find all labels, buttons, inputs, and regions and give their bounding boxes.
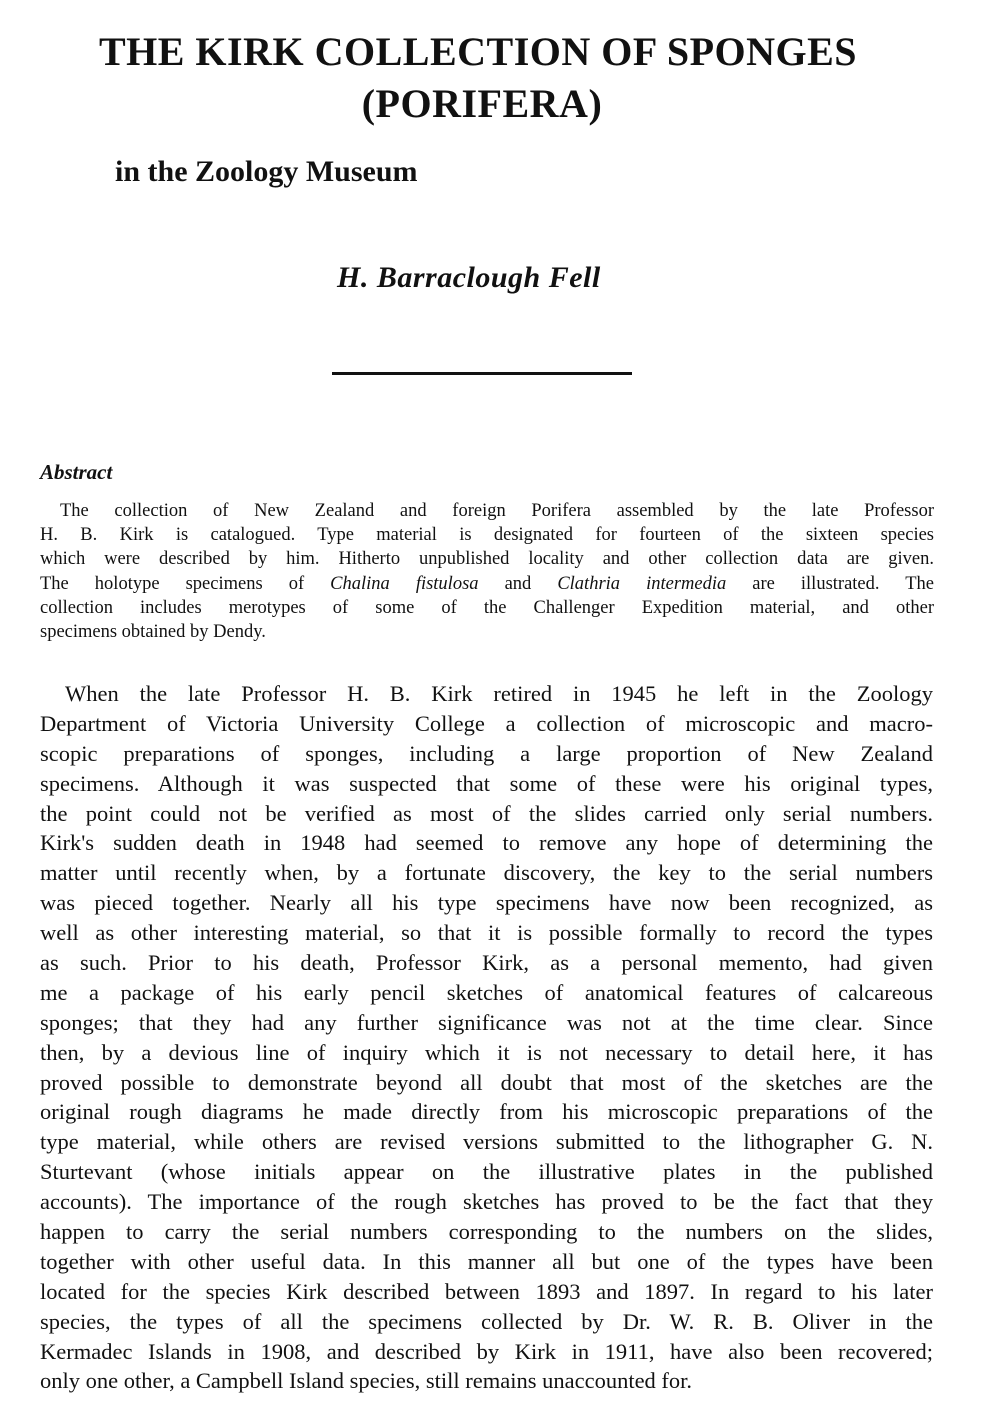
body-line: When the late Professor H. B. Kirk retired in 1945 he left in the Zoology bbox=[65, 681, 933, 706]
abstract-line: which were described by him. Hitherto unpublished locality and other collection data are given. bbox=[40, 549, 934, 570]
body-line: Department of Victoria University College a collection of microscopic and macro- bbox=[40, 710, 933, 736]
article-title-line-2: (PORIFERA) bbox=[361, 81, 603, 126]
body-line: only one other, a Campbell Island species, still remains unaccounted for. bbox=[40, 1368, 693, 1394]
body-paragraph bbox=[40, 679, 933, 1396]
body-line: proved possible to demonstrate beyond all doubt that most of the sketches are the bbox=[40, 1069, 933, 1095]
abstract-heading: Abstract bbox=[40, 460, 113, 484]
body-line: located for the species Kirk described between 1893 and 1897. In regard to his later bbox=[40, 1278, 933, 1304]
body-line: Kirk's sudden death in 1948 had seemed to remove any hope of determining the bbox=[40, 830, 933, 856]
body-line: species, the types of all the specimens collected by Dr. W. R. B. Oliver in the bbox=[40, 1308, 933, 1334]
body-line: me a package of his early pencil sketches of anatomical features of calcareous bbox=[40, 979, 933, 1005]
body-line: scopic preparations of sponges, including a large proportion of New Zealand bbox=[40, 740, 933, 766]
abstract-text bbox=[40, 499, 934, 644]
body-line: matter until recently when, by a fortunate discovery, the key to the serial numbers bbox=[40, 860, 933, 886]
abstract-line: H. B. Kirk is catalogued. Type material is designated for fourteen of the sixteen species bbox=[40, 525, 934, 546]
body-line: happen to carry the serial numbers corresponding to the numbers on the slides, bbox=[40, 1219, 933, 1245]
body-line: original rough diagrams he made directly from his microscopic preparations of the bbox=[40, 1099, 933, 1125]
body-line: was pieced together. Nearly all his type specimens have now been recognized, as bbox=[40, 890, 933, 916]
body-line: well as other interesting material, so that it is possible formally to record the types bbox=[40, 920, 933, 946]
body-line: Sturtevant (whose initials appear on the illustrative plates in the published bbox=[40, 1159, 933, 1185]
body-line: then, by a devious line of inquiry which it is not necessary to detail here, it has bbox=[40, 1039, 933, 1065]
body-line: the point could not be verified as most of the slides carried only serial numbers. bbox=[40, 800, 933, 826]
body-line: type material, while others are revised versions submitted to the lithographer G. N. bbox=[40, 1129, 933, 1155]
author-name: H. Barraclough Fell bbox=[337, 261, 601, 294]
body-line: together with other useful data. In this manner all but one of the types have been bbox=[40, 1248, 933, 1274]
body-line: sponges; that they had any further significance was not at the time clear. Since bbox=[40, 1009, 933, 1035]
abstract-line: specimens obtained by Dendy. bbox=[40, 621, 266, 642]
title-divider-rule bbox=[332, 372, 632, 375]
abstract-line: The collection of New Zealand and foreign Porifera assembled by the late Professor bbox=[60, 501, 934, 521]
abstract-line: collection includes merotypes of some of the Challenger Expedition material, and other bbox=[40, 597, 934, 618]
article-title-line-1: THE KIRK COLLECTION OF SPONGES bbox=[98, 29, 858, 74]
body-line: accounts). The importance of the rough sketches has proved to be the fact that they bbox=[40, 1189, 933, 1215]
body-line: Kermadec Islands in 1908, and described by Kirk in 1911, have also been recovered; bbox=[40, 1338, 933, 1364]
abstract-line: The holotype specimens of Chalina fistulosa and Clathria intermedia are illustrated. The bbox=[40, 573, 934, 594]
body-line: as such. Prior to his death, Professor Kirk, as a personal memento, had given bbox=[40, 950, 933, 976]
body-line: specimens. Although it was suspected that some of these were his original types, bbox=[40, 770, 933, 796]
article-subtitle: in the Zoology Museum bbox=[115, 155, 418, 188]
